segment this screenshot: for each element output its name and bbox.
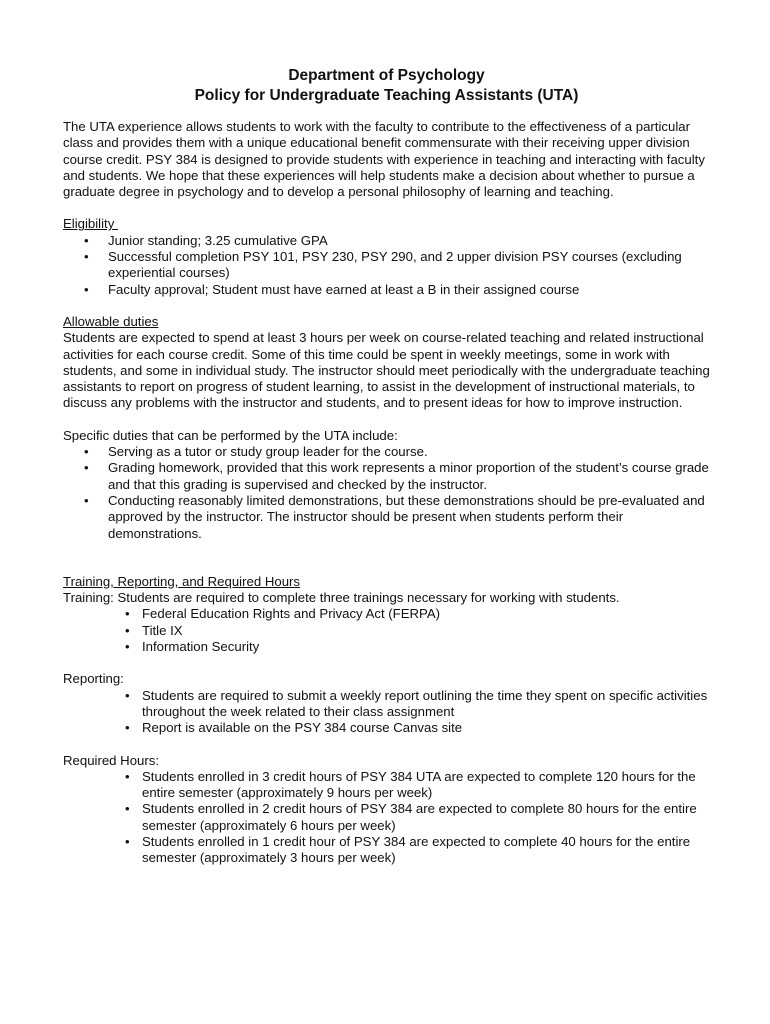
training-intro: Training: Students are required to complete three trainings necessary for working with students.	[63, 590, 620, 606]
list-item: • Faculty approval; Student must have earned at least a B in their assigned course	[63, 282, 713, 298]
list-item: • Serving as a tutor or study group leader for the course.	[63, 444, 713, 460]
department-title: Department of Psychology	[288, 67, 485, 84]
training-section	[63, 574, 713, 867]
eligibility-section	[63, 216, 713, 297]
allowable-duties-body: Students are expected to spend at least 3 hours per week on course-related teaching and related instructional activities for each course credit. Some of this time could be spent in weekly meetings, some in work with students, and some in individual study. The instructor should meet periodically with the undergraduate teaching assistants to report on progress of student learning, to assist in the development of instructional materials, to discuss any problems with the instructor and students, and to present ideas for how to improve instruction.	[63, 330, 710, 411]
document-page	[63, 66, 713, 867]
document-title	[60, 66, 713, 105]
specific-duties-list	[63, 444, 713, 542]
required-hours-label: Required Hours:	[63, 752, 160, 768]
list-item: • Report is available on the PSY 384 course Canvas site	[63, 720, 713, 736]
training-heading: Training, Reporting, and Required Hours	[63, 573, 301, 589]
list-item: • Successful completion PSY 101, PSY 230, PSY 290, and 2 upper division PSY courses (excluding experiential courses)	[63, 249, 713, 282]
allowable-duties-section	[63, 314, 713, 412]
list-item: • Title IX	[63, 623, 713, 639]
list-item: • Students are required to submit a weekly report outlining the time they spent on specific activities throughout the week related to their class assignment	[63, 688, 713, 721]
reporting-list	[63, 688, 713, 737]
list-item: • Information Security	[63, 639, 713, 655]
specific-duties-intro: Specific duties that can be performed by the UTA include:	[63, 427, 398, 443]
training-list	[63, 606, 713, 655]
eligibility-heading: Eligibility	[63, 216, 118, 232]
list-item: • Students enrolled in 2 credit hours of PSY 384 are expected to complete 80 hours for the entire semester (approximately 6 hours per week)	[63, 801, 713, 834]
list-item: • Conducting reasonably limited demonstrations, but these demonstrations should be pre-evaluated and approved by the instructor. The instructor should be present when students perform their demonstrations.	[63, 493, 713, 542]
intro-paragraph: The UTA experience allows students to work with the faculty to contribute to the effectiveness of a particular class and provides them with a unique educational benefit commensurate with their receiving upper division course credit. PSY 384 is designed to provide students with experience in teaching and interacting with faculty and students. We hope that these experiences will help students make a decision about whether to pursue a graduate degree in psychology and to develop a personal philosophy of learning and teaching.	[63, 119, 705, 200]
policy-title: Policy for Undergraduate Teaching Assistants (UTA)	[194, 86, 579, 104]
list-item: • Federal Education Rights and Privacy Act (FERPA)	[63, 606, 713, 622]
list-item: • Grading homework, provided that this work represents a minor proportion of the student’s course grade and that this grading is supervised and checked by the instructor.	[63, 460, 713, 493]
list-item: • Students enrolled in 1 credit hour of PSY 384 are expected to complete 40 hours for the entire semester (approximately 3 hours per week)	[63, 834, 713, 867]
reporting-label: Reporting:	[63, 671, 124, 687]
list-item: • Students enrolled in 3 credit hours of PSY 384 UTA are expected to complete 120 hours for the entire semester (approximately 9 hours per week)	[63, 769, 713, 802]
allowable-duties-heading: Allowable duties	[63, 313, 159, 329]
specific-duties-section	[63, 428, 713, 542]
list-item: • Junior standing; 3.25 cumulative GPA	[63, 233, 713, 249]
required-hours-list	[63, 769, 713, 867]
eligibility-list	[63, 233, 713, 298]
